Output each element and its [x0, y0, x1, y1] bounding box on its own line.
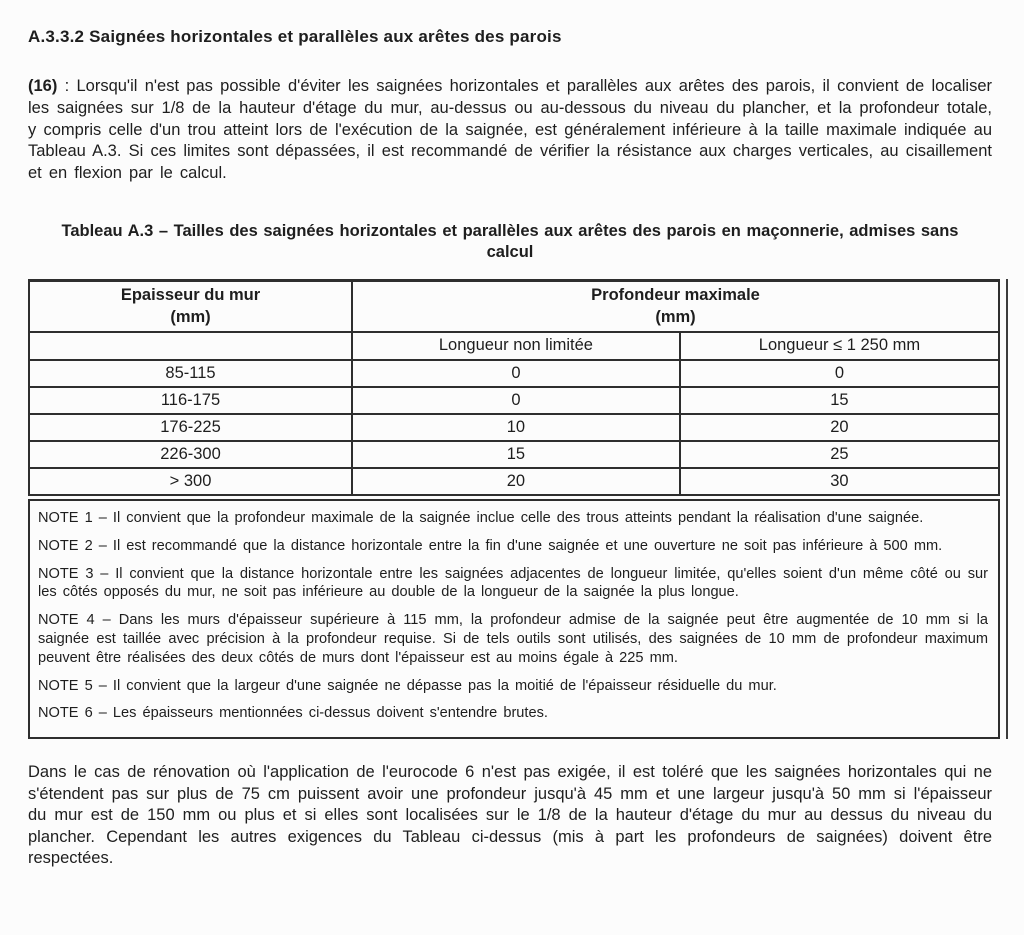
table-a3	[28, 279, 1000, 496]
table-row	[29, 468, 999, 495]
table-row	[29, 360, 999, 387]
closing-paragraph: Dans le cas de rénovation où l'application de l'eurocode 6 n'est pas exigée, il est toléré que les saignées horizontales qui ne s'étendent pas sur plus de 75 cm puissent avoir une profondeur jusqu'à 45 mm et une largeur jusqu'à 50 mm si l'épaisseur du mur est de 150 mm ou plus et si elles sont localisées sur le 1/8 de la hauteur d'étage du mur au dessus du niveau du plancher. Cependant les autres exigences du Tableau ci-dessus (mis à part les profondeurs de saignées) doivent être respectées.	[28, 763, 992, 868]
cell-thickness: 176-225	[29, 414, 352, 441]
table-header-row-2	[29, 332, 999, 360]
table-header-row-1	[29, 280, 999, 332]
cell-depth-unlimited: 0	[352, 387, 680, 414]
cell-thickness: 226-300	[29, 441, 352, 468]
table-row	[29, 441, 999, 468]
paragraph-16	[28, 76, 992, 185]
header-cell-profondeur	[352, 280, 999, 332]
note-5: NOTE 5 – Il convient que la largeur d'une saignée ne dépasse pas la moitié de l'épaisseur résiduelle du mur.	[38, 677, 777, 694]
header-epaisseur-label: Epaisseur du mur	[120, 286, 261, 305]
note-3: NOTE 3 – Il convient que la distance horizontale entre les saignées adjacentes de longueur limitée, qu'elles soient d'un même côté ou sur les côtés opposés du mur, ne soit pas inférieure au double de la longueur de la saignée la plus longue.	[38, 565, 988, 601]
cell-depth-limited: 0	[680, 360, 999, 387]
cell-depth-unlimited: 0	[352, 360, 680, 387]
header-profondeur-label: Profondeur maximale	[591, 286, 760, 305]
header-cell-epaisseur	[29, 280, 352, 332]
note-6: NOTE 6 – Les épaisseurs mentionnées ci-dessus doivent s'entendre brutes.	[38, 705, 548, 722]
cell-thickness: 116-175	[29, 387, 352, 414]
header-cell-longueur-non-limitee: Longueur non limitée	[352, 332, 680, 360]
paragraph-16-number: (16)	[28, 77, 58, 95]
paragraph-16-text: : Lorsqu'il n'est pas possible d'éviter les saignées horizontales et parallèles aux arêtes des parois, il convient de localiser les saignées sur 1/8 de la hauteur d'étage du mur, au-dessus ou au-dessous du niveau du plancher, et la profondeur totale, y compris celle d'un trou atteint lors de l'exécution de la saignée, est généralement inférieure à la taille maximale indiquée au Tableau A.3. Si ces limites sont dépassées, il est recommandé de vérifier la résistance aux charges verticales, au cisaillement et en flexion par le calcul.	[28, 77, 992, 183]
header-cell-longueur-limitee: Longueur ≤ 1 250 mm	[680, 332, 999, 360]
cell-depth-limited: 15	[680, 387, 999, 414]
header-cell-empty	[29, 332, 352, 360]
cell-depth-unlimited: 10	[352, 414, 680, 441]
cell-depth-limited: 25	[680, 441, 999, 468]
cell-depth-limited: 30	[680, 468, 999, 495]
header-epaisseur-unit: (mm)	[170, 308, 211, 327]
table-title: Tableau A.3 – Tailles des saignées horizontales et parallèles aux arêtes des parois en maçonnerie, admises sans calcul	[61, 221, 959, 262]
cell-depth-limited: 20	[680, 414, 999, 441]
note-1: NOTE 1 – Il convient que la profondeur maximale de la saignée inclue celle des trous atteints pendant la réalisation d'une saignée.	[38, 509, 924, 526]
table-a3-block	[28, 279, 1000, 739]
cell-depth-unlimited: 20	[352, 468, 680, 495]
cell-depth-unlimited: 15	[352, 441, 680, 468]
section-heading: A.3.3.2 Saignées horizontales et parallèles aux arêtes des parois	[28, 27, 562, 46]
note-2: NOTE 2 – Il est recommandé que la distance horizontale entre la fin d'une saignée et une ouverture ne soit pas inférieure à 500 mm.	[38, 537, 943, 554]
table-row	[29, 387, 999, 414]
table-notes-box	[28, 499, 1000, 739]
table-row	[29, 414, 999, 441]
note-4: NOTE 4 – Dans les murs d'épaisseur supérieure à 115 mm, la profondeur admise de la saignée peut être augmentée de 10 mm si la saignée est taillée avec précision à la profondeur requise. Si de tels outils sont utilisés, des saignées de 10 mm de profondeur maximum peuvent être réalisées des deux côtés de murs dont l'épaisseur est au moins égale à 225 mm.	[38, 612, 988, 666]
header-profondeur-unit: (mm)	[655, 308, 696, 327]
cell-thickness: 85-115	[29, 360, 352, 387]
cell-thickness: > 300	[29, 468, 352, 495]
